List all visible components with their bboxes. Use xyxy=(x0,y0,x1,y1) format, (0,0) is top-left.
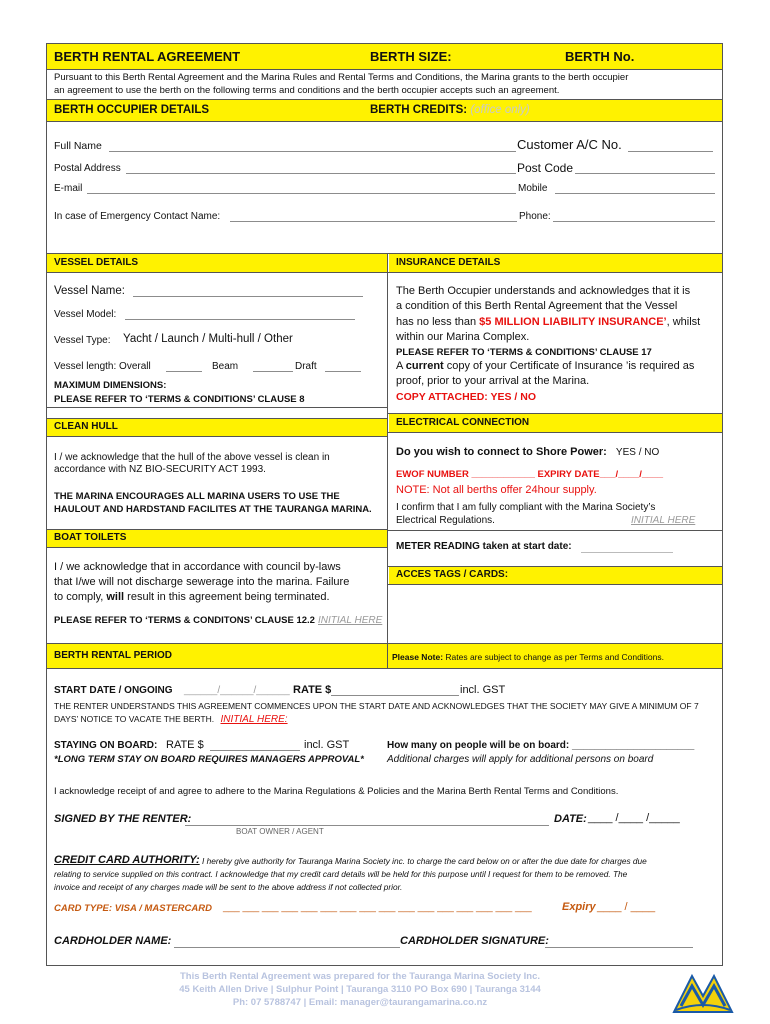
mobile-label: Mobile xyxy=(518,183,548,194)
access-tags-heading: ACCES TAGS / CARDS: xyxy=(396,569,509,580)
card-number-field[interactable]: ___ ___ ___ ___ ___ ___ ___ ___ ___ ___ ___ ___ ___ ___ ___ ___ xyxy=(223,902,532,913)
rates-note xyxy=(392,652,664,662)
phone-field[interactable] xyxy=(553,221,715,222)
clean-hull-bold-1: THE MARINA ENCOURAGES ALL MARINA USERS TO USE THE xyxy=(54,491,340,502)
boat-toilets-line-3 xyxy=(54,591,330,603)
staying-on-board-label: STAYING ON BOARD: xyxy=(54,740,158,751)
insurance-heading: INSURANCE DETAILS xyxy=(396,257,501,268)
supply-note: NOTE: Not all berths offer 24hour supply. xyxy=(396,484,597,496)
postal-address-field[interactable] xyxy=(126,173,516,174)
form-title: BERTH RENTAL AGREEMENT xyxy=(54,49,241,64)
vessel-heading: VESSEL DETAILS xyxy=(54,257,139,268)
customer-ac-label: Customer A/C No. xyxy=(517,137,622,152)
date-field[interactable]: ____ /____ /_____ xyxy=(588,812,680,824)
acknowledge-terms: I acknowledge receipt of and agree to adhere to the Marina Regulations & Policies and the Marina Berth Rental Terms and Conditions. xyxy=(54,786,619,797)
electrical-heading: ELECTRICAL CONNECTION xyxy=(396,417,530,428)
credit-card-heading: CREDIT CARD AUTHORITY: xyxy=(54,854,200,866)
insurance-line-5c: copy of your Certificate of Insurance ’is required as xyxy=(443,360,695,372)
emergency-contact-field[interactable] xyxy=(230,221,517,222)
boat-toilets-line-2: that I/we will not discharge sewerage into the marina. Failure xyxy=(54,576,350,588)
vessel-model-field[interactable] xyxy=(125,319,355,320)
rate-incl-gst: incl. GST xyxy=(460,684,506,696)
expiry-label: Expiry xyxy=(562,901,596,913)
rate-field[interactable] xyxy=(331,695,459,696)
footer-line-1: This Berth Rental Agreement was prepared for the Tauranga Marina Society Inc. xyxy=(179,971,541,982)
insurance-line-1: The Berth Occupier understands and acknowledges that it is xyxy=(396,285,691,297)
staying-rate-field[interactable] xyxy=(210,750,300,751)
commence-line-2 xyxy=(54,714,288,725)
shore-power-row xyxy=(396,446,659,458)
postal-address-label: Postal Address xyxy=(54,163,121,174)
expiry-field[interactable]: ____ / ____ xyxy=(597,901,656,913)
boat-owner-agent-label: BOAT OWNER / AGENT xyxy=(236,827,324,836)
rates-note-label: Please Note: xyxy=(392,652,444,662)
signed-by-renter-label: SIGNED BY THE RENTER: xyxy=(54,813,192,825)
toilets-refer-clause: PLEASE REFER TO ‘TERMS & CONDITONS’ CLAUSE 12.2 xyxy=(54,615,315,626)
berth-credits-note: (office only) xyxy=(470,104,530,116)
start-date-field[interactable]: ______/______/______ xyxy=(184,685,290,696)
shore-power-yes-no[interactable]: YES / NO xyxy=(615,447,660,458)
how-many-on-board[interactable]: How many on people will be on board: ______________________ xyxy=(387,740,695,751)
full-name-label: Full Name xyxy=(54,140,102,152)
intro-line-2: an agreement to use the berth on the following terms and conditions and the berth occupier accepts such an agreement. xyxy=(54,85,560,96)
vessel-length-label: Vessel length: Overall xyxy=(54,361,151,372)
additional-charges: Additional charges will apply for additional persons on board xyxy=(387,754,654,765)
boat-toilets-line-3c: result in this agreement being terminated. xyxy=(124,591,330,603)
berth-credits xyxy=(370,104,530,116)
commence-line-1: THE RENTER UNDERSTANDS THIS AGREEMENT COMMENCES UPON THE START DATE AND ACKNOWLEDGES THAT THE SOCIETY MAY GIVE A MINIMUM OF 7 xyxy=(54,701,699,711)
credit-line-2: relating to service supplied on this contract. I acknowledge that my credit card details will be held for this purpose until I request for them to be removed. The xyxy=(54,869,628,879)
insurance-current: current xyxy=(405,360,444,372)
cardholder-signature-field[interactable] xyxy=(545,947,693,948)
rate-label: RATE $ xyxy=(293,684,332,696)
vessel-model-label: Vessel Model: xyxy=(54,309,117,320)
berth-credits-label: BERTH CREDITS: xyxy=(370,104,468,116)
clean-hull-bold-2: HAULOUT AND HARDSTAND FACILITES AT THE TAURANGA MARINA. xyxy=(54,504,372,515)
footer-line-2: 45 Keith Allen Drive | Sulphur Point | Tauranga 3110 PO Box 690 | Tauranga 3144 xyxy=(179,984,541,995)
draft-field[interactable] xyxy=(325,371,361,372)
electrical-confirm-2: Electrical Regulations. xyxy=(396,515,495,526)
vessel-refer-clause: PLEASE REFER TO ‘TERMS & CONDITIONS’ CLAUSE 8 xyxy=(54,394,305,405)
email-field[interactable] xyxy=(87,193,516,194)
staying-incl-gst: incl. GST xyxy=(304,739,350,751)
max-dimensions-label: MAXIMUM DIMENSIONS: xyxy=(54,380,167,391)
liability-amount: $5 MILLION LIABILITY INSURANCE’ xyxy=(479,316,667,328)
berth-no-label: BERTH No. xyxy=(565,49,635,64)
customer-ac-field[interactable] xyxy=(628,151,713,152)
shore-power-question: Do you wish to connect to Shore Power: xyxy=(396,446,607,458)
draft-label: Draft xyxy=(295,361,317,372)
beam-label: Beam xyxy=(212,361,239,372)
insurance-line-3 xyxy=(396,316,700,328)
vessel-type-label: Vessel Type: xyxy=(54,335,111,346)
insurance-line-4: within our Marina Complex. xyxy=(396,331,530,343)
date-label: DATE: xyxy=(554,813,587,825)
insurance-line-2: a condition of this Berth Rental Agreement that the Vessel xyxy=(396,300,678,312)
clean-hull-line-2: accordance with NZ BIO-SECURITY ACT 1993. xyxy=(54,464,266,475)
insurance-line-3c: , whilst xyxy=(666,316,701,328)
rental-heading: BERTH RENTAL PERIOD xyxy=(54,650,172,661)
vessel-name-label: Vessel Name: xyxy=(54,285,125,297)
occupier-heading: BERTH OCCUPIER DETAILS xyxy=(54,104,210,116)
credit-line-1: I hereby give authority for Tauranga Marina Society inc. to charge the card below on or after the due date for charges due xyxy=(202,856,647,866)
boat-toilets-line-1: I / we acknowledge that in accordance with council by-laws xyxy=(54,561,341,573)
mobile-field[interactable] xyxy=(555,193,715,194)
card-type-label: CARD TYPE: VISA / MASTERCARD xyxy=(54,903,212,914)
beam-field[interactable] xyxy=(253,371,293,372)
footer-line-3: Ph: 07 5788747 | Email: manager@taurangamarina.co.nz xyxy=(232,997,488,1008)
commence-initial-here[interactable]: INITIAL HERE: xyxy=(220,714,288,725)
rates-note-text: Rates are subject to change as per Terms and Conditions. xyxy=(443,652,664,662)
insurance-line-6: proof, prior to your arrival at the Marina. xyxy=(396,375,590,387)
staying-rate-label: RATE $ xyxy=(166,739,204,751)
berth-size-label: BERTH SIZE: xyxy=(370,49,452,64)
cardholder-signature-label: CARDHOLDER SIGNATURE: xyxy=(400,935,549,947)
meter-reading-field[interactable] xyxy=(581,552,673,553)
copy-attached[interactable]: COPY ATTACHED: YES / NO xyxy=(396,391,537,403)
vessel-overall-field[interactable] xyxy=(166,371,202,372)
vessel-name-field[interactable] xyxy=(133,296,363,297)
insurance-line-5 xyxy=(396,360,694,372)
electrical-initial-here[interactable]: INITIAL HERE xyxy=(631,515,696,526)
clean-hull-heading: CLEAN HULL xyxy=(54,421,118,432)
intro-line-1: Pursuant to this Berth Rental Agreement and the Marina Rules and Rental Terms and Conditions, the Marina grants to the berth occupier xyxy=(54,72,629,83)
insurance-refer-clause: PLEASE REFER TO ‘TERMS & CONDITIONS’ CLAUSE 17 xyxy=(396,347,652,358)
email-label: E-mail xyxy=(54,183,83,194)
marina-logo xyxy=(672,970,734,1016)
cardholder-name-label: CARDHOLDER NAME: xyxy=(54,935,172,947)
phone-label: Phone: xyxy=(519,211,551,222)
electrical-confirm-1: I confirm that I am fully compliant with the Marina Society’s xyxy=(396,502,656,513)
vessel-type-options[interactable]: Yacht / Launch / Multi-hull / Other xyxy=(123,333,293,345)
credit-line-3: invoice and receipt of any charges made will be sent to the above address if not collected prior. xyxy=(54,882,403,892)
boat-toilets-will: will xyxy=(106,591,125,603)
boat-toilets-line-3a: to comply, xyxy=(54,591,107,603)
emergency-contact-label: In case of Emergency Contact Name: xyxy=(54,211,221,222)
ewof-number[interactable]: EWOF NUMBER ____________ EXPIRY DATE___/____/____ xyxy=(396,469,664,480)
toilets-initial-here[interactable]: INITIAL HERE xyxy=(318,615,383,626)
renter-signature-field[interactable] xyxy=(185,825,549,826)
boat-toilets-heading: BOAT TOILETS xyxy=(54,532,127,543)
clean-hull-line-1: I / we acknowledge that the hull of the above vessel is clean in xyxy=(54,452,330,463)
cardholder-name-field[interactable] xyxy=(174,947,400,948)
full-name-field[interactable] xyxy=(109,151,516,152)
long-term-approval: *LONG TERM STAY ON BOARD REQUIRES MANAGERS APPROVAL* xyxy=(54,754,364,765)
insurance-line-5a: A xyxy=(396,360,406,372)
post-code-label: Post Code xyxy=(517,161,574,175)
start-date-label: START DATE / ONGOING xyxy=(54,685,173,696)
insurance-line-3a: has no less than xyxy=(396,316,480,328)
agreement-form xyxy=(46,43,723,966)
meter-reading-label: METER READING taken at start date: xyxy=(396,541,572,552)
post-code-field[interactable] xyxy=(575,173,715,174)
commence-text: DAYS’ NOTICE TO VACATE THE BERTH. xyxy=(54,714,215,724)
